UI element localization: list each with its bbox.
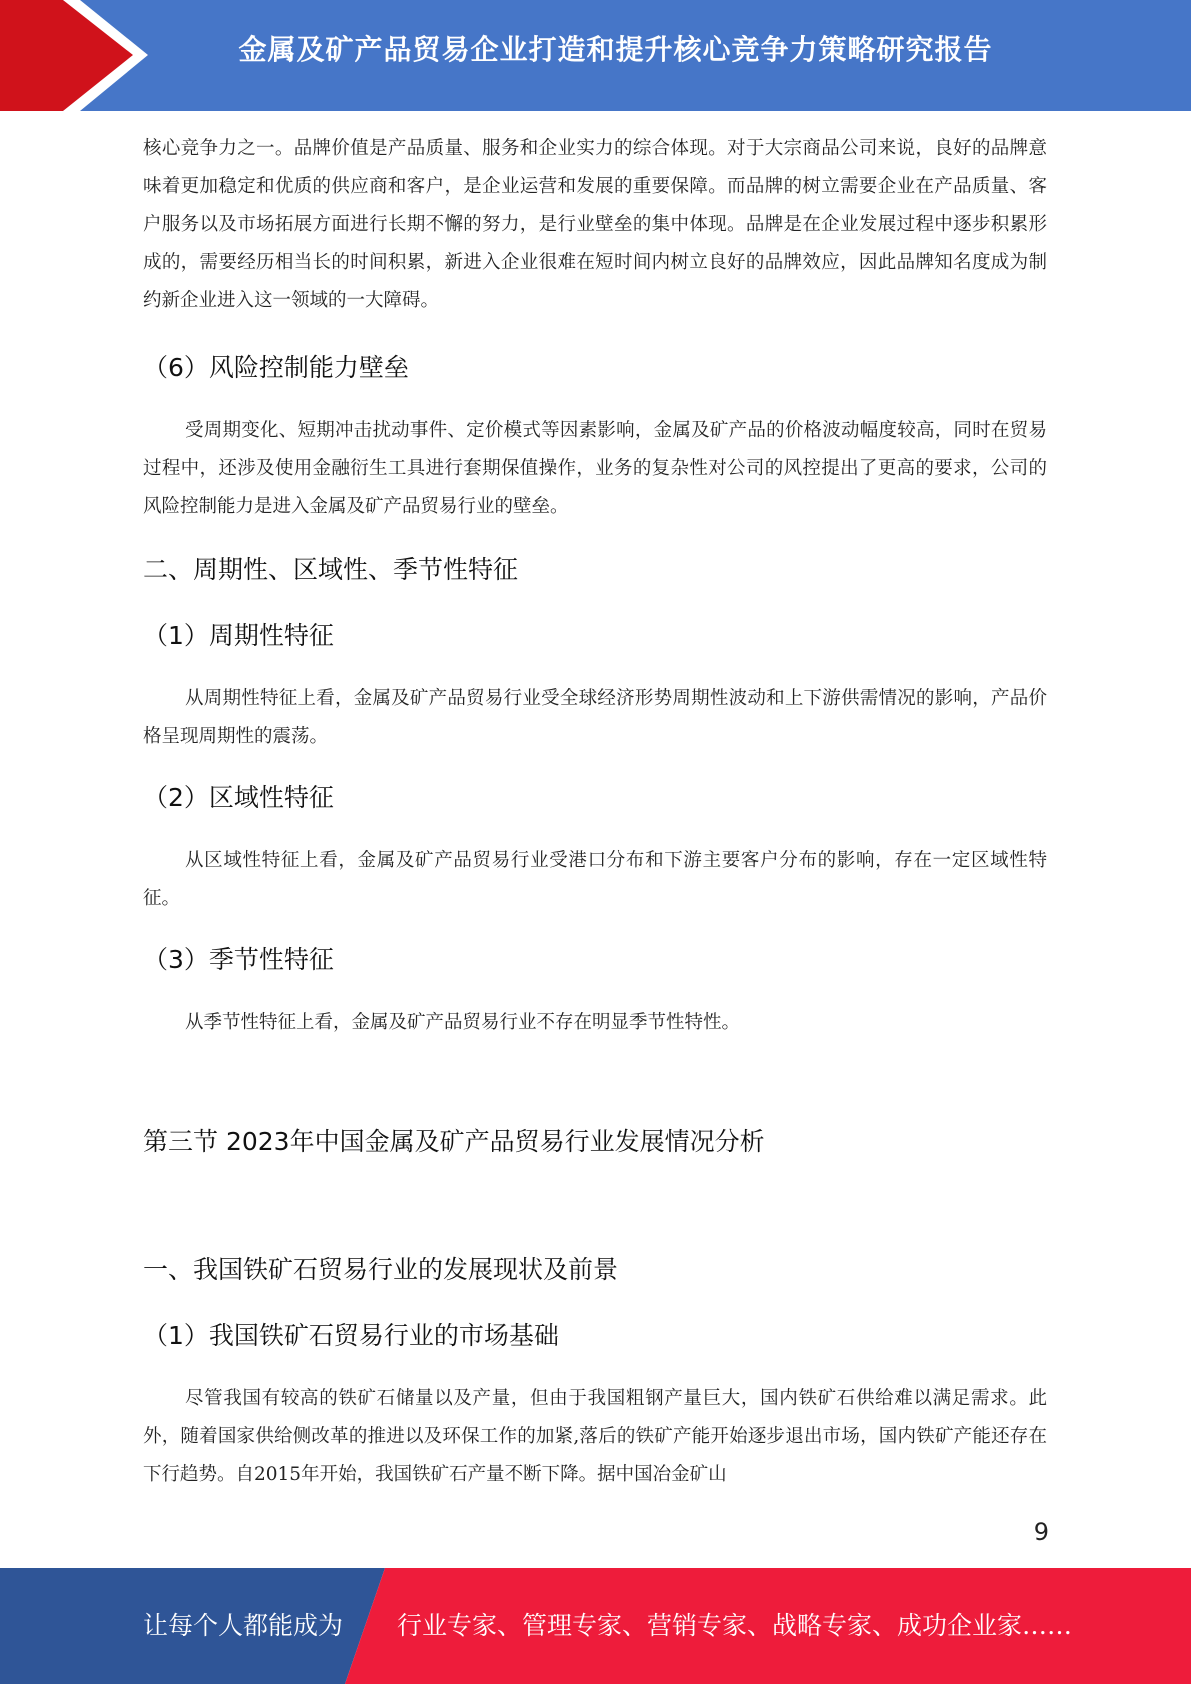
heading-chapter-three: 第三节 2023年中国金属及矿产品贸易行业发展情况分析 bbox=[143, 1127, 765, 1156]
heading-seasonality: （3）季节性特征 bbox=[143, 945, 334, 974]
footer-slogan-left: 让每个人都能成为 bbox=[143, 1611, 344, 1640]
paragraph-regionality: 从区域性特征上看，金属及矿产品贸易行业受港口分布和下游主要客户分布的影响，存在一定区域性特征。 bbox=[143, 850, 1047, 909]
paragraph-brand: 核心竞争力之一。品牌价值是产品质量、服务和企业实力的综合体现。对于大宗商品公司来说，良好的品牌意味着更加稳定和优质的供应商和客户，是企业运营和发展的重要保障。而品牌的树立需要企业在产品质量、客户服务以及市场拓展方面进行长期不懈的努力，是行业壁垒的集中体现。品牌是在企业发展过程中逐步积累形成的，需要经历相当长的时间积累，新进入企业很难在短时间内树立良好的品牌效应，因此品牌知名度成为制约新企业进入这一领域的一大障碍。 bbox=[143, 138, 1047, 311]
paragraph-cyclicality: 从周期性特征上看，金属及矿产品贸易行业受全球经济形势周期性波动和上下游供需情况的影响，产品价格呈现周期性的震荡。 bbox=[143, 688, 1047, 747]
report-title: 金属及矿产品贸易企业打造和提升核心竞争力策略研究报告 bbox=[238, 33, 993, 66]
heading-iron-ore-market-basis: （1）我国铁矿石贸易行业的市场基础 bbox=[143, 1321, 559, 1350]
page-content bbox=[143, 130, 1047, 1494]
heading-section-two: 二、周期性、区域性、季节性特征 bbox=[143, 555, 519, 584]
page-footer bbox=[0, 1568, 1191, 1684]
paragraph-seasonality: 从季节性特征上看，金属及矿产品贸易行业不存在明显季节性特性。 bbox=[185, 1012, 741, 1033]
page-header bbox=[0, 0, 1191, 111]
paragraph-risk-control: 受周期变化、短期冲击扰动事件、定价模式等因素影响，金属及矿产品的价格波动幅度较高，同时在贸易过程中，还涉及使用金融衍生工具进行套期保值操作，业务的复杂性对公司的风控提出了更高的要求，公司的风险控制能力是进入金属及矿产品贸易行业的壁垒。 bbox=[143, 420, 1047, 517]
heading-cyclicality: （1）周期性特征 bbox=[143, 621, 334, 650]
page-number: 9 bbox=[1033, 1518, 1049, 1546]
heading-regionality: （2）区域性特征 bbox=[143, 783, 334, 812]
heading-risk-control: （6）风险控制能力壁垒 bbox=[143, 353, 409, 382]
heading-iron-ore-trade: 一、我国铁矿石贸易行业的发展现状及前景 bbox=[143, 1255, 619, 1284]
paragraph-iron-ore-market: 尽管我国有较高的铁矿石储量以及产量，但由于我国粗钢产量巨大，国内铁矿石供给难以满足需求。此外，随着国家供给侧改革的推进以及环保工作的加紧,落后的铁矿产能开始逐步退出市场，国内铁矿产能还存在下行趋势。自2015年开始，我国铁矿石产量不断下降。据中国冶金矿山 bbox=[143, 1388, 1047, 1485]
footer-slogan-right: 行业专家、管理专家、营销专家、战略专家、成功企业家…… bbox=[397, 1611, 1073, 1640]
